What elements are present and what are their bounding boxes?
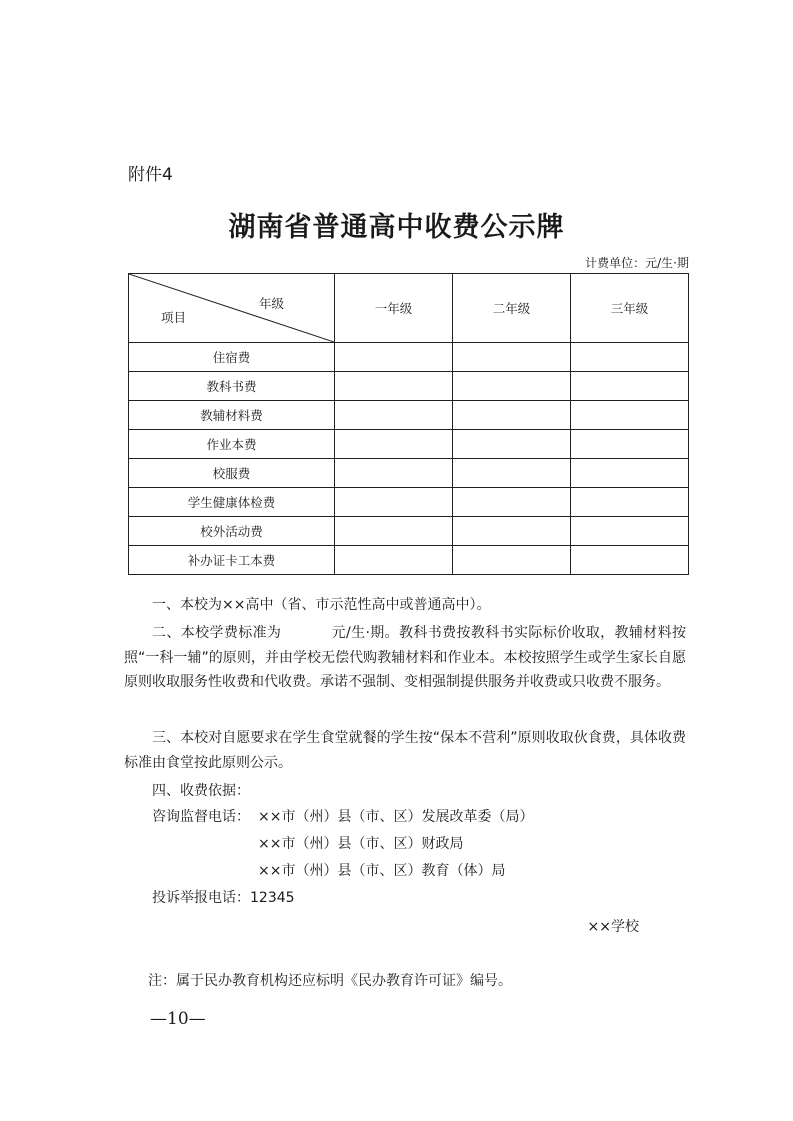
fee-value-cell	[453, 343, 571, 372]
corner-item-label: 项目	[161, 310, 187, 325]
fee-value-cell	[571, 517, 689, 546]
fee-value-cell	[453, 459, 571, 488]
fee-value-cell	[335, 430, 453, 459]
fee-value-cell	[571, 343, 689, 372]
fee-item-label: 校外活动费	[129, 517, 335, 546]
supervise-label: 咨询监督电话：	[152, 809, 250, 825]
column-header: 二年级	[453, 274, 571, 343]
page-number: —10—	[150, 1009, 206, 1029]
fee-value-cell	[453, 430, 571, 459]
fee-item-label: 教辅材料费	[129, 401, 335, 430]
contact-line: ××市（州）县（市、区）发展改革委（局）	[258, 809, 534, 825]
fee-value-cell	[453, 401, 571, 430]
note-2-rest: 元/生·期。教科书费按教科书实际标价收取，教辅材料按照“一科一辅”的原则，并由学校无偿代购教辅材料和作业本。本校按照学生或学生家长自愿原则收取服务性收费和代收费。承诺不强制、变相强制提供服务并收费或只收费不服务。	[124, 625, 687, 690]
table-row	[129, 488, 689, 517]
column-header: 三年级	[571, 274, 689, 343]
corner-cell	[129, 274, 335, 343]
corner-grade-label: 年级	[258, 296, 284, 311]
fee-value-cell	[335, 401, 453, 430]
footnote: 注：属于民办教育机构还应标明《民办教育许可证》编号。	[148, 973, 512, 989]
fee-value-cell	[335, 546, 453, 575]
column-header: 一年级	[335, 274, 453, 343]
fee-table	[128, 273, 689, 575]
fee-value-cell	[335, 372, 453, 401]
table-row	[129, 546, 689, 575]
note-4: 四、收费依据：	[152, 783, 250, 799]
unit-label: 计费单位：元/生·期	[585, 256, 689, 270]
contact-line: ××市（州）县（市、区）教育（体）局	[258, 863, 506, 879]
complaint-phone: 投诉举报电话：12345	[152, 890, 295, 906]
fee-value-cell	[335, 343, 453, 372]
fee-item-label: 学生健康体检费	[129, 488, 335, 517]
fee-value-cell	[571, 459, 689, 488]
attachment-label: 附件4	[128, 165, 173, 185]
page-title: 湖南省普通高中收费公示牌	[228, 212, 565, 243]
table-row	[129, 372, 689, 401]
note-1: 一、本校为××高中（省、市示范性高中或普通高中）。	[152, 597, 491, 613]
school-signature: ××学校	[587, 919, 639, 935]
note-3: 三、本校对自愿要求在学生食堂就餐的学生按“保本不营利”原则收取伙食费，具体收费标准由食堂按此原则公示。	[124, 730, 686, 771]
table-row	[129, 343, 689, 372]
fee-value-cell	[453, 372, 571, 401]
note-2	[124, 621, 686, 695]
table-row	[129, 430, 689, 459]
table-row	[129, 517, 689, 546]
fee-value-cell	[453, 488, 571, 517]
table-row	[129, 401, 689, 430]
fee-value-cell	[335, 488, 453, 517]
fee-item-label: 补办证卡工本费	[129, 546, 335, 575]
fee-item-label: 住宿费	[129, 343, 335, 372]
fee-item-label: 教科书费	[129, 372, 335, 401]
fee-value-cell	[571, 430, 689, 459]
fee-value-cell	[571, 546, 689, 575]
table-header-row	[129, 274, 689, 343]
fee-value-cell	[571, 401, 689, 430]
diagonal-line	[129, 274, 334, 342]
fee-value-cell	[571, 488, 689, 517]
table-row	[129, 459, 689, 488]
contact-line: ××市（州）县（市、区）财政局	[258, 836, 464, 852]
fee-value-cell	[453, 546, 571, 575]
fee-value-cell	[571, 372, 689, 401]
fee-value-cell	[453, 517, 571, 546]
fee-item-label: 作业本费	[129, 430, 335, 459]
note-2-start: 二、本校学费标准为	[152, 625, 282, 641]
fee-value-cell	[335, 517, 453, 546]
fee-value-cell	[335, 459, 453, 488]
fee-item-label: 校服费	[129, 459, 335, 488]
